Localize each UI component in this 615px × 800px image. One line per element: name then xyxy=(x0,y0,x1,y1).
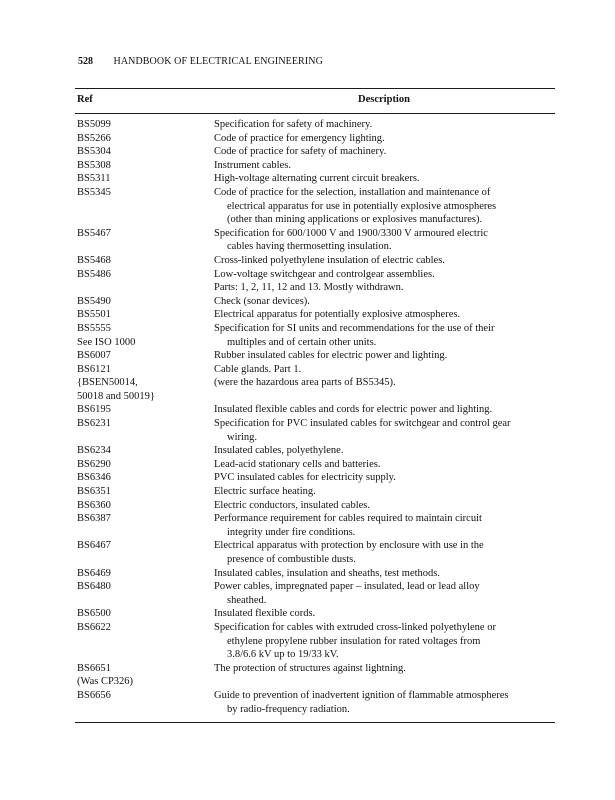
page-header xyxy=(78,56,323,67)
description-line: 3.8/6.6 kV up to 19/33 kV. xyxy=(227,649,339,661)
ref-cell xyxy=(75,580,214,607)
ref-cell xyxy=(75,227,214,254)
description-line: Specification for safety of machinery. xyxy=(214,119,373,130)
description-line: Lead-acid stationary cells and batteries. xyxy=(214,458,381,470)
description-cell xyxy=(214,118,555,132)
ref-line: BS5467 xyxy=(77,227,111,239)
description-line: Specification for SI units and recommendations for the use of their xyxy=(214,322,495,334)
ref-cell xyxy=(75,268,214,282)
ref-cell xyxy=(75,132,214,146)
table-row xyxy=(75,159,555,173)
ref-cell xyxy=(75,417,214,444)
table-row xyxy=(75,662,555,689)
ref-line: BS6195 xyxy=(77,404,111,416)
ref-cell xyxy=(75,159,214,173)
ref-cell xyxy=(75,172,214,186)
ref-line: BS6500 xyxy=(77,608,111,620)
description-line: Electric surface heating. xyxy=(214,486,316,498)
description-cell xyxy=(214,607,555,621)
ref-line: BS6467 xyxy=(77,540,111,552)
description-line: sheathed. xyxy=(227,594,267,606)
description-cell xyxy=(214,349,555,363)
ref-cell xyxy=(75,471,214,485)
ref-line: BS5555 xyxy=(77,322,111,334)
table-row xyxy=(75,295,555,309)
description-line: Instrument cables. xyxy=(214,159,291,171)
description-cell xyxy=(214,485,555,499)
description-line: Insulated flexible cords. xyxy=(214,608,316,620)
ref-line: BS6121 xyxy=(77,363,111,375)
description-line: PVC insulated cables for electricity supply. xyxy=(214,472,396,484)
ref-cell xyxy=(75,458,214,472)
description-line: by radio-frequency radiation. xyxy=(227,703,350,715)
ref-cell xyxy=(75,281,214,295)
ref-line: BS6234 xyxy=(77,445,111,457)
description-line: Performance requirement for cables required to maintain circuit xyxy=(214,513,482,525)
description-line: Cross-linked polyethylene insulation of electric cables. xyxy=(214,254,445,266)
description-line: Specification for 600/1000 V and 1900/3300 V armoured electric xyxy=(214,227,488,239)
ref-line: BS5468 xyxy=(77,254,111,266)
table-row xyxy=(75,471,555,485)
description-cell xyxy=(214,308,555,322)
description-cell xyxy=(214,268,555,282)
description-line: Electrical apparatus with protection by enclosure with use in the xyxy=(214,540,484,552)
description-line: electrical apparatus for use in potentially explosive atmospheres xyxy=(227,200,497,212)
ref-cell xyxy=(75,444,214,458)
table-row xyxy=(75,376,555,403)
description-line: Power cables, impregnated paper – insulated, lead or lead alloy xyxy=(214,581,480,593)
description-line: Cable glands. Part 1. xyxy=(214,363,302,375)
description-cell xyxy=(214,417,555,444)
description-cell xyxy=(214,376,555,403)
ref-cell xyxy=(75,662,214,689)
ref-line: BS5490 xyxy=(77,295,111,307)
ref-cell xyxy=(75,499,214,513)
table-row xyxy=(75,485,555,499)
ref-cell xyxy=(75,403,214,417)
ref-line: {BSEN50014, xyxy=(77,377,138,389)
description-cell xyxy=(214,512,555,539)
description-cell xyxy=(214,132,555,146)
description-line: Specification for cables with extruded cross-linked polyethylene or xyxy=(214,621,496,633)
description-cell xyxy=(214,458,555,472)
table-row xyxy=(75,607,555,621)
description-cell xyxy=(214,227,555,254)
ref-cell xyxy=(75,512,214,539)
description-cell xyxy=(214,186,555,227)
table-row xyxy=(75,254,555,268)
table-row xyxy=(75,621,555,662)
description-cell xyxy=(214,363,555,377)
ref-line: BS6231 xyxy=(77,418,111,430)
table-row xyxy=(75,499,555,513)
description-cell xyxy=(214,281,555,295)
description-cell xyxy=(214,567,555,581)
table-row xyxy=(75,186,555,227)
ref-cell xyxy=(75,349,214,363)
table-row xyxy=(75,118,555,132)
table-row xyxy=(75,580,555,607)
ref-line: 50018 and 50019} xyxy=(77,390,155,402)
table-row xyxy=(75,172,555,186)
description-line: Insulated flexible cables and cords for electric power and lighting. xyxy=(214,404,493,416)
table-header xyxy=(75,89,555,113)
description-line: (other than mining applications or explosives manufactures). xyxy=(227,214,483,226)
description-cell xyxy=(214,254,555,268)
table-row xyxy=(75,349,555,363)
description-cell xyxy=(214,662,555,689)
ref-cell xyxy=(75,254,214,268)
ref-line: BS5304 xyxy=(77,146,111,158)
ref-cell xyxy=(75,186,214,227)
description-line: Code of practice for emergency lighting. xyxy=(214,132,385,144)
description-cell xyxy=(214,499,555,513)
table-row xyxy=(75,403,555,417)
table-row xyxy=(75,145,555,159)
ref-line: BS6290 xyxy=(77,458,111,470)
description-cell xyxy=(214,145,555,159)
description-line: cables having thermosetting insulation. xyxy=(227,241,392,253)
description-line: Code of practice for safety of machinery. xyxy=(214,146,387,158)
table-row xyxy=(75,458,555,472)
description-line: multiples and of certain other units. xyxy=(227,336,377,348)
ref-cell xyxy=(75,295,214,309)
table-row xyxy=(75,322,555,349)
table-row xyxy=(75,227,555,254)
description-cell xyxy=(214,621,555,662)
description-cell xyxy=(214,580,555,607)
table-row xyxy=(75,132,555,146)
ref-line: BS6651 xyxy=(77,662,111,674)
description-line: Electrical apparatus for potentially explosive atmospheres. xyxy=(214,309,461,321)
description-line: High-voltage alternating current circuit breakers. xyxy=(214,173,420,185)
ref-cell xyxy=(75,485,214,499)
ref-line: BS6351 xyxy=(77,486,111,498)
table-row xyxy=(75,308,555,322)
description-line: Electric conductors, insulated cables. xyxy=(214,499,370,511)
table-bottom-rule xyxy=(75,722,555,723)
description-line: Insulated cables, insulation and sheaths, test methods. xyxy=(214,567,440,579)
column-header-ref: Ref xyxy=(77,94,93,105)
ref-line: BS6480 xyxy=(77,581,111,593)
description-cell xyxy=(214,689,555,716)
ref-line: BS5486 xyxy=(77,268,111,280)
ref-cell xyxy=(75,621,214,662)
description-line: Low-voltage switchgear and controlgear assemblies. xyxy=(214,268,435,280)
table-row xyxy=(75,417,555,444)
table-row xyxy=(75,444,555,458)
ref-line: BS5308 xyxy=(77,159,111,171)
description-line: Insulated cables, polyethylene. xyxy=(214,445,344,457)
ref-cell xyxy=(75,376,214,403)
ref-line: BS6360 xyxy=(77,499,111,511)
ref-cell xyxy=(75,363,214,377)
ref-line: BS6622 xyxy=(77,621,111,633)
table-row xyxy=(75,363,555,377)
table-row xyxy=(75,539,555,566)
ref-cell xyxy=(75,322,214,349)
description-cell xyxy=(214,539,555,566)
description-line: Code of practice for the selection, installation and maintenance of xyxy=(214,186,491,198)
description-line: (were the hazardous area parts of BS5345). xyxy=(214,377,396,389)
running-head: HANDBOOK OF ELECTRICAL ENGINEERING xyxy=(113,56,323,67)
table-row xyxy=(75,567,555,581)
ref-line: BS6656 xyxy=(77,689,111,701)
ref-cell xyxy=(75,539,214,566)
ref-line: BS5311 xyxy=(77,173,111,185)
table-row xyxy=(75,512,555,539)
table-row xyxy=(75,689,555,716)
description-cell xyxy=(214,295,555,309)
description-cell xyxy=(214,322,555,349)
ref-cell xyxy=(75,689,214,716)
ref-line: BS5501 xyxy=(77,309,111,321)
ref-line: BS5345 xyxy=(77,186,111,198)
column-header-description: Description xyxy=(358,94,410,105)
description-line: integrity under fire conditions. xyxy=(227,526,356,538)
description-line: wiring. xyxy=(227,431,258,443)
description-cell xyxy=(214,403,555,417)
description-line: Specification for PVC insulated cables for switchgear and control gear xyxy=(214,418,511,430)
ref-line: BS5266 xyxy=(77,132,111,144)
ref-cell xyxy=(75,118,214,132)
description-line: Guide to prevention of inadvertent ignition of flammable atmospheres xyxy=(214,689,509,701)
table-body xyxy=(75,114,555,722)
ref-line: BS6346 xyxy=(77,472,111,484)
description-cell xyxy=(214,444,555,458)
ref-line: BS6007 xyxy=(77,350,111,362)
description-line: The protection of structures against lightning. xyxy=(214,662,406,674)
ref-cell xyxy=(75,308,214,322)
page-number: 528 xyxy=(78,56,93,67)
description-cell xyxy=(214,159,555,173)
description-line: ethylene propylene rubber insulation for rated voltages from xyxy=(227,635,481,647)
ref-line: BS6469 xyxy=(77,567,111,579)
description-line: Parts: 1, 2, 11, 12 and 13. Mostly withdrawn. xyxy=(214,282,404,294)
ref-line: (Was CP326) xyxy=(77,676,134,688)
description-line: Rubber insulated cables for electric power and lighting. xyxy=(214,350,448,362)
ref-cell xyxy=(75,145,214,159)
ref-cell xyxy=(75,607,214,621)
ref-cell xyxy=(75,567,214,581)
table-row xyxy=(75,268,555,282)
table-row xyxy=(75,281,555,295)
description-cell xyxy=(214,471,555,485)
ref-line: See ISO 1000 xyxy=(77,336,136,348)
description-line: Check (sonar devices). xyxy=(214,295,310,307)
description-line: presence of combustible dusts. xyxy=(227,554,356,565)
ref-line: BS5099 xyxy=(77,119,111,130)
description-cell xyxy=(214,172,555,186)
ref-line: BS6387 xyxy=(77,513,111,525)
standards-table xyxy=(75,88,555,723)
